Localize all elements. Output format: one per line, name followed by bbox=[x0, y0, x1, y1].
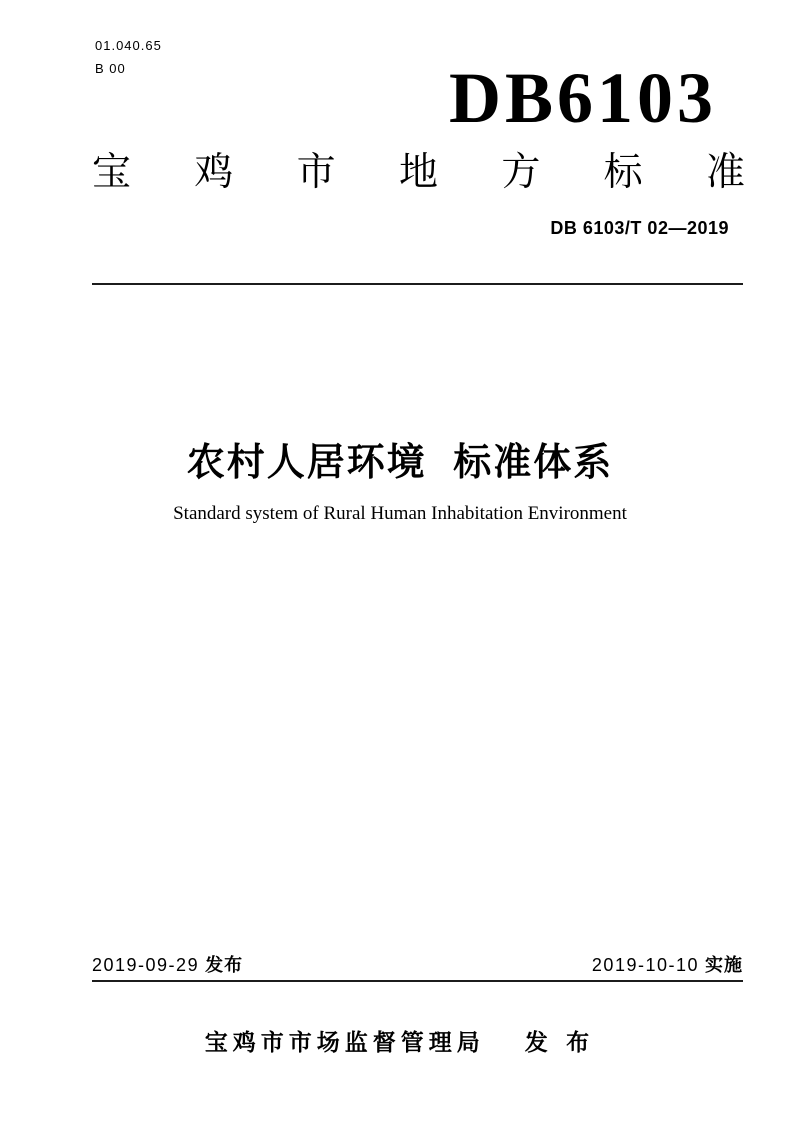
standard-category-char: 方 bbox=[501, 151, 541, 194]
standard-category-char: 标 bbox=[603, 151, 643, 194]
document-title-chinese: 农村人居环境 标准体系 bbox=[186, 442, 614, 484]
issue-date-label: 发布 bbox=[205, 955, 244, 975]
issue-date: 2019-09-29 bbox=[92, 955, 200, 975]
header-rule bbox=[92, 283, 743, 285]
standard-category-char: 宝 bbox=[92, 151, 132, 194]
standard-category-char: 准 bbox=[705, 151, 745, 194]
standard-category-char: 地 bbox=[398, 151, 438, 194]
standard-category-char: 市 bbox=[296, 151, 336, 194]
publisher-name: 宝鸡市市场监督管理局 bbox=[204, 1029, 485, 1055]
publisher-row bbox=[0, 1030, 800, 1055]
footer-rule bbox=[92, 980, 743, 982]
standard-category-char: 鸡 bbox=[194, 151, 234, 194]
dates-row bbox=[92, 956, 743, 976]
ics-code: 01.040.65 bbox=[95, 38, 162, 53]
implementation-date-label: 实施 bbox=[705, 955, 743, 975]
document-title-english: Standard system of Rural Human Inhabitation Environment bbox=[173, 503, 627, 524]
standard-category-row bbox=[92, 153, 745, 192]
publish-action-label: 发 布 bbox=[524, 1029, 596, 1055]
implementation-date: 2019-10-10 bbox=[591, 955, 699, 975]
implementation-date-group bbox=[592, 956, 743, 976]
standard-number: DB 6103/T 02—2019 bbox=[550, 218, 729, 238]
classification-code: B 00 bbox=[95, 61, 126, 76]
issue-date-group bbox=[92, 956, 243, 976]
standard-code-logo: DB6103 bbox=[448, 58, 717, 138]
